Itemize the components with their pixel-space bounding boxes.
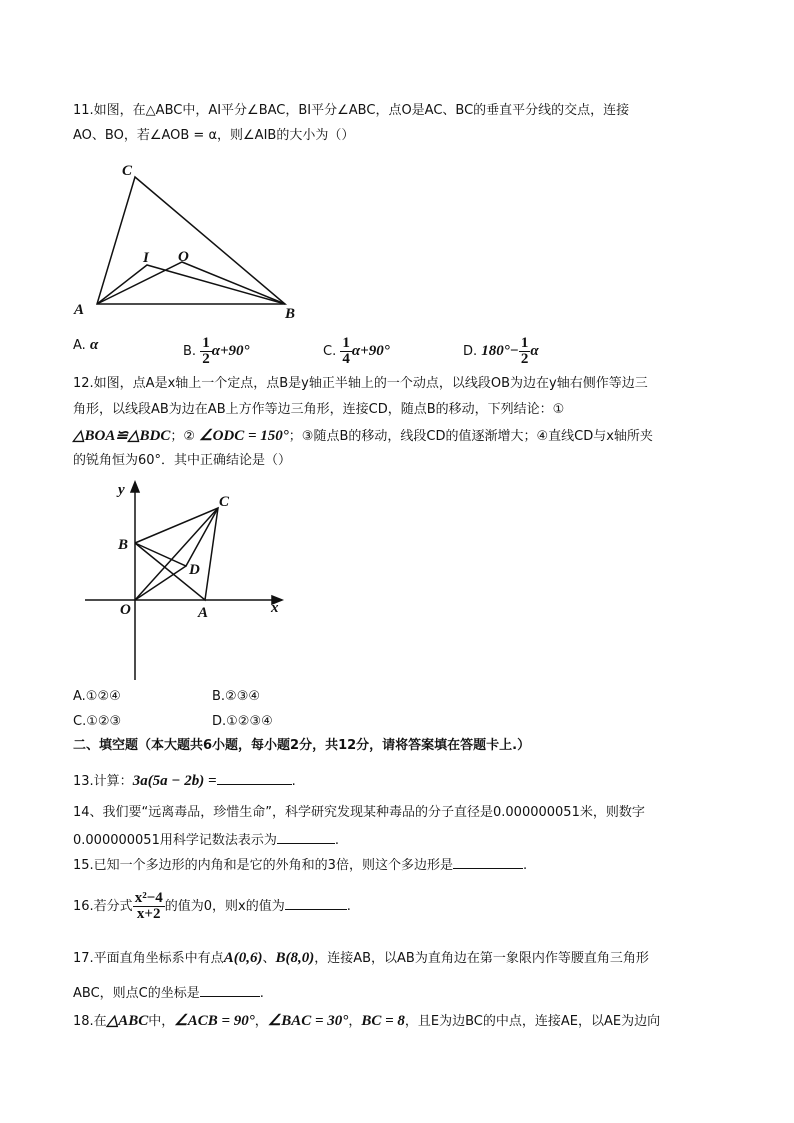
math: BC = 8 [361,1013,405,1029]
q12-line3 [73,427,653,446]
text: ， [254,1014,268,1029]
denominator: 2 [202,351,210,367]
option-label: B. [183,344,197,359]
fraction [340,336,352,367]
option-value: α+90° [211,343,250,359]
answer-blank [277,829,335,844]
fraction [133,891,165,922]
coordinate-figure [85,482,282,680]
text: 的值为0，则x的值为 [164,899,285,914]
text: 15.已知一个多边形的内角和是它的外角和的3倍，则这个多边形是 [73,858,453,873]
option-label: D. [463,344,478,359]
q12-option-a: A.①②④ [73,689,121,704]
text: ABC，则点C的坐标是 [73,986,200,1001]
math: ∠BAC = 30° [267,1013,349,1029]
triangle-figure [97,177,285,304]
numerator: x²−4 [134,890,163,906]
q12-line2: 角形，以线段AB为边在AB上方作等边三角形，连接CD，随点B的移动，下列结论：① [73,402,565,417]
math: △BOA≌△BDC [73,428,171,444]
option-value: α+90° [351,343,390,359]
q11-option-c [323,336,390,367]
text: . [346,899,351,914]
numerator: 1 [520,335,529,351]
numerator: 1 [342,335,350,351]
text: 中， [148,1014,175,1029]
option-value: 180°− [481,343,519,359]
text: ，且E为边BC的中点，连接AE，以AE为边向 [404,1014,661,1029]
q14-line1: 14、我们要“远离毒品，珍惜生命”，科学研究发现某种毒品的分子直径是0.000000051米，则数字 [73,805,645,820]
label-c: C [122,163,133,179]
math: B(8,0) [275,950,315,966]
label-a2: A [198,605,209,621]
q11-line1: 11.如图，在△ABC中，AI平分∠BAC，BI平分∠ABC，点O是AC、BC的垂直平分线的交点，连接 [73,103,630,118]
q18-line1 [73,1012,660,1031]
q11-line2: AO、BO，若∠AOB = α，则∠AIB的大小为（） [73,128,355,143]
text: ；② [170,429,200,444]
q14-line2 [73,829,339,850]
q12-line1: 12.如图，点A是x轴上一个定点，点B是y轴正半轴上的一个动点，以线段OB为边在y轴右侧作等边三 [73,376,648,391]
q12-line4: 的锐角恒为60°．其中正确结论是（） [73,453,292,468]
q11-option-d [463,336,539,367]
label-o2: O [120,602,131,618]
text: 、 [262,951,276,966]
math: ∠ODC = 150° [199,428,289,444]
text: . [259,986,264,1001]
q17-line1 [73,949,649,968]
text: 18.在 [73,1014,107,1029]
text: 16.若分式 [73,899,133,914]
answer-blank [453,854,523,869]
label-d: D [189,562,200,578]
q12-option-b: B.②③④ [212,689,261,704]
label-y: y [118,482,125,498]
label-b2: B [118,537,129,553]
numerator: 1 [202,335,210,351]
text: 13.计算： [73,774,133,789]
q12-option-c: C.①②③ [73,714,122,729]
text: 17.平面直角坐标系中有点 [73,951,224,966]
q11-option-b [183,336,250,367]
q17-line2 [73,982,264,1003]
option-value: α [89,337,99,353]
math: A(0,6) [223,950,263,966]
text: ；③随点B的移动，线段CD的值逐渐增大；④直线CD与x轴所夹 [288,429,653,444]
text: . [291,774,296,789]
q12-option-d: D.①②③④ [212,714,273,729]
answer-blank [217,770,292,785]
option-value: α [530,343,539,359]
denominator: 2 [520,351,529,367]
label-x: x [271,600,279,616]
q11-option-a [73,336,98,355]
label-a: A [74,302,85,318]
q16 [73,888,351,926]
text: ，连接AB，以AB为直角边在第一象限内作等腰直角三角形 [314,951,649,966]
answer-blank [285,895,347,910]
option-label: C. [323,344,337,359]
answer-blank [200,982,260,997]
math: △ABC [106,1013,149,1029]
option-label: A. [73,338,86,353]
text: . [334,833,339,848]
text: 0.000000051用科学记数法表示为 [73,833,277,848]
fraction [519,336,531,367]
denominator: 4 [342,351,350,367]
section-heading: 二、填空题（本大题共6小题，每小题2分，共12分，请将答案填在答题卡上.） [73,738,531,753]
math: ∠ACB = 90° [174,1013,255,1029]
label-i: I [143,250,149,266]
text: . [522,858,528,873]
label-o: O [178,249,189,265]
denominator: x+2 [136,906,161,922]
fraction [200,336,212,367]
label-b: B [285,306,296,322]
q15 [73,854,527,875]
math: 3a(5a − 2b) = [132,773,217,789]
text: ， [348,1014,362,1029]
label-c2: C [219,494,230,510]
q13 [73,770,296,791]
